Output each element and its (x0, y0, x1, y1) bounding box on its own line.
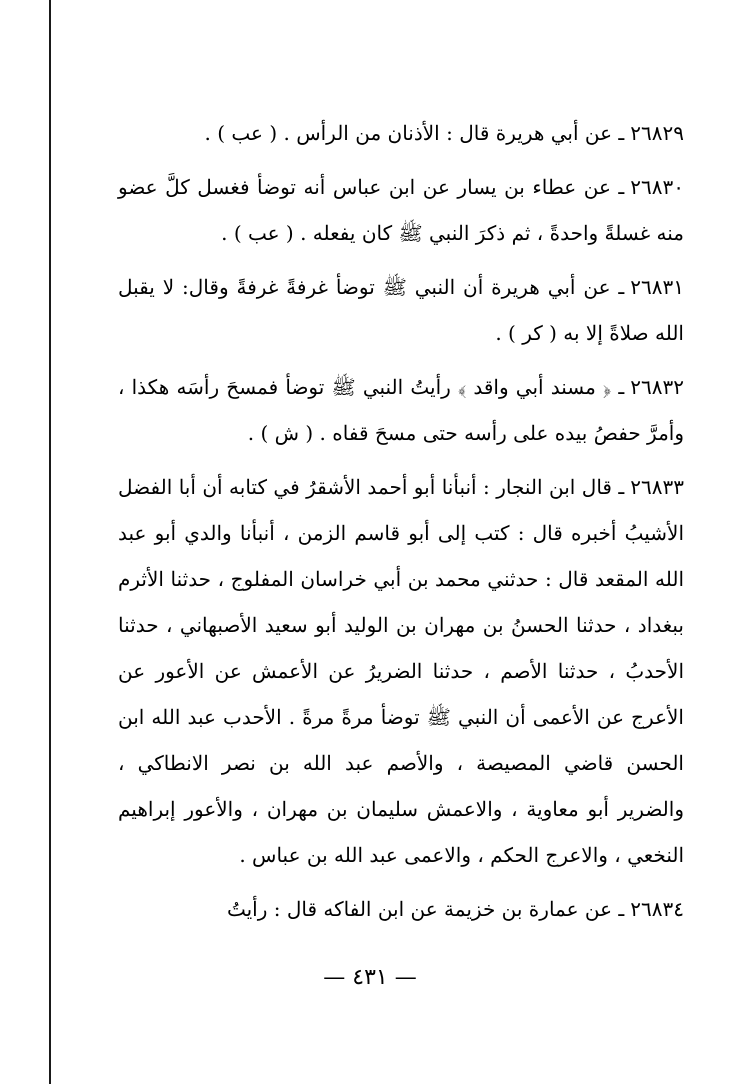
hadith-entry (118, 886, 684, 932)
hadith-entry (118, 264, 684, 356)
hadith-entry (118, 364, 684, 456)
entry-text: ـ عن أبي هريرة قال : الأذنان من الرأس . ( عب ) . (204, 121, 625, 145)
entry-text: ـ قال ابن النجار : أنبأنا أبو أحمد الأشقرُ في كتابه أن أبا الفضل الأشيبُ أخبره قال : كتب إلى أبو قاسم الزمن ، أنبأنا والدي أبو عبد الله المقعد قال : حدثني محمد بن أبي خراسان المفلوج ، حدثنا الأثرم ببغداد ، حدثنا الحسنُ بن مهران بن الوليد أبو سعيد الأصبهاني ، حدثنا الأحدبُ ، حدثنا الأصم ، حدثنا الضريرُ عن الأعمش عن الأعور عن الأعرج عن الأعمى أن النبي ﷺ توضأ مرةً مرةً . الأحدب عبد الله ابن الحسن قاضي المصيصة ، والأصم عبد الله بن نصر الانطاكي ، والضرير أبو معاوية ، والاعمش سليمان بن مهران ، والأعور إبراهيم النخعي ، والاعرج الحكم ، والاعمى عبد الله بن عباس . (118, 475, 685, 867)
entry-number: ٢٦٨٣٤ (630, 897, 684, 921)
entry-text: ـ ﴿ مسند أبي واقد ﴾ رأيتُ النبي ﷺ توضأ فمسحَ رأسَه هكذا ، وأمرَّ حفصُ بيده على رأسه حتى مسحَ قفاه . ( ش ) . (118, 375, 684, 445)
hadith-entry (118, 164, 684, 256)
hadith-entry (118, 464, 684, 878)
entry-text: ـ عن أبي هريرة أن النبي ﷺ توضأ غرفةً غرفةً وقال: لا يقبل الله صلاةً إلا به ( كر ) . (118, 275, 684, 345)
entry-number: ٢٦٨٣٣ (630, 475, 684, 499)
hadith-entry (118, 110, 684, 156)
entry-number: ٢٦٨٣٠ (630, 175, 684, 199)
entry-number: ٢٦٨٣١ (630, 275, 684, 299)
entry-number: ٢٦٨٢٩ (630, 121, 684, 145)
entry-text: ـ عن عطاء بن يسار عن ابن عباس أنه توضأ فغسل كلَّ عضو منه غسلةً واحدةً ، ثم ذكرَ النبي ﷺ كان يفعله . ( عب ) . (118, 175, 684, 245)
hadith-text-block (118, 110, 684, 940)
page-number: — ٤٣١ — (323, 965, 417, 990)
entry-number: ٢٦٨٣٢ (630, 375, 684, 399)
entry-text: ـ عن عمارة بن خزيمة عن ابن الفاكه قال : رأيتُ (226, 897, 625, 921)
page-binding-line (49, 0, 51, 1084)
